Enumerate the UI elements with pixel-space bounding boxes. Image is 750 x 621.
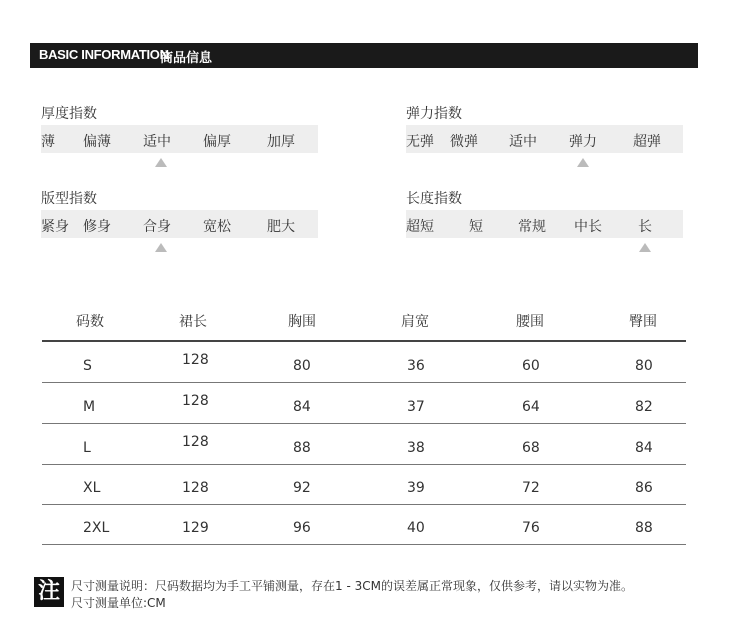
column-header: 腰围 [516, 314, 544, 330]
table-row [42, 424, 686, 465]
table-cell: 39 [407, 480, 425, 496]
scale-option: 加厚 [267, 134, 295, 150]
scale-option: 紧身 [41, 219, 69, 235]
scale-option: 微弹 [450, 134, 478, 150]
table-cell: 2XL [83, 520, 110, 536]
table-cell: 128 [182, 393, 209, 409]
table-cell: 68 [522, 440, 540, 456]
table-cell: 38 [407, 440, 425, 456]
column-header: 码数 [76, 314, 104, 330]
scale-option: 偏厚 [203, 134, 231, 150]
scale-title: 版型指数 [41, 191, 97, 207]
table-cell: L [83, 440, 91, 456]
selected-marker-icon [155, 243, 167, 252]
note-line-2: 尺寸测量单位:CM [71, 596, 166, 610]
scale-bar [41, 210, 318, 238]
selected-marker-icon [155, 158, 167, 167]
table-cell: 86 [635, 480, 653, 496]
scale-title: 厚度指数 [41, 106, 97, 122]
table-cell: 72 [522, 480, 540, 496]
scale-bar [41, 125, 318, 153]
scale-option: 超弹 [633, 134, 661, 150]
table-cell: 40 [407, 520, 425, 536]
table-row [42, 342, 686, 383]
scale-option: 超短 [406, 219, 434, 235]
table-cell: M [83, 399, 96, 415]
table-cell: 128 [182, 352, 209, 368]
scale-bar [406, 210, 683, 238]
table-cell: 37 [407, 399, 425, 415]
scale-option: 修身 [83, 219, 111, 235]
scale-title: 弹力指数 [406, 106, 462, 122]
table-cell: S [83, 358, 92, 374]
column-header: 臀围 [629, 314, 657, 330]
table-cell: 84 [293, 399, 311, 415]
table-row [42, 464, 686, 505]
header-title-en: BASIC INFORMATION [39, 47, 169, 62]
scale-option: 弹力 [569, 134, 597, 150]
scale-option: 薄 [41, 134, 55, 150]
selected-marker-icon [577, 158, 589, 167]
table-cell: 96 [293, 520, 311, 536]
table-cell: 129 [182, 520, 209, 536]
column-header: 裙长 [179, 314, 207, 330]
note-line-1: 尺寸测量说明：尺码数据均为手工平铺测量，存在1 - 3CM的误差属正常现象，仅供参考，请以实物为准。 [71, 579, 633, 593]
scale-option: 中长 [574, 219, 602, 235]
scale-option: 长 [638, 219, 652, 235]
table-cell: 36 [407, 358, 425, 374]
scale-title: 长度指数 [406, 191, 462, 207]
scale-option: 肥大 [267, 219, 295, 235]
scale-option: 适中 [509, 134, 537, 150]
table-cell: 64 [522, 399, 540, 415]
table-cell: 92 [293, 480, 311, 496]
scale-option: 适中 [143, 134, 171, 150]
table-cell: 80 [293, 358, 311, 374]
scale-option: 宽松 [203, 219, 231, 235]
scale-option: 偏薄 [83, 134, 111, 150]
table-cell: 84 [635, 440, 653, 456]
scale-bar [406, 125, 683, 153]
header-title-cn: 商品信息 [160, 51, 213, 66]
table-cell: XL [83, 480, 101, 496]
table-cell: 82 [635, 399, 653, 415]
scale-option: 短 [469, 219, 483, 235]
selected-marker-icon [639, 243, 651, 252]
table-header [42, 300, 686, 342]
table-row [42, 504, 686, 545]
column-header: 肩宽 [401, 314, 429, 330]
scale-option: 常规 [518, 219, 546, 235]
table-cell: 88 [293, 440, 311, 456]
table-cell: 128 [182, 434, 209, 450]
table-cell: 128 [182, 480, 209, 496]
table-row [42, 383, 686, 424]
table-cell: 80 [635, 358, 653, 374]
table-cell: 88 [635, 520, 653, 536]
table-cell: 60 [522, 358, 540, 374]
scale-option: 无弹 [406, 134, 434, 150]
note-badge: 注 [34, 577, 64, 607]
section-header [30, 43, 698, 68]
column-header: 胸围 [288, 314, 316, 330]
scale-option: 合身 [143, 219, 171, 235]
table-cell: 76 [522, 520, 540, 536]
